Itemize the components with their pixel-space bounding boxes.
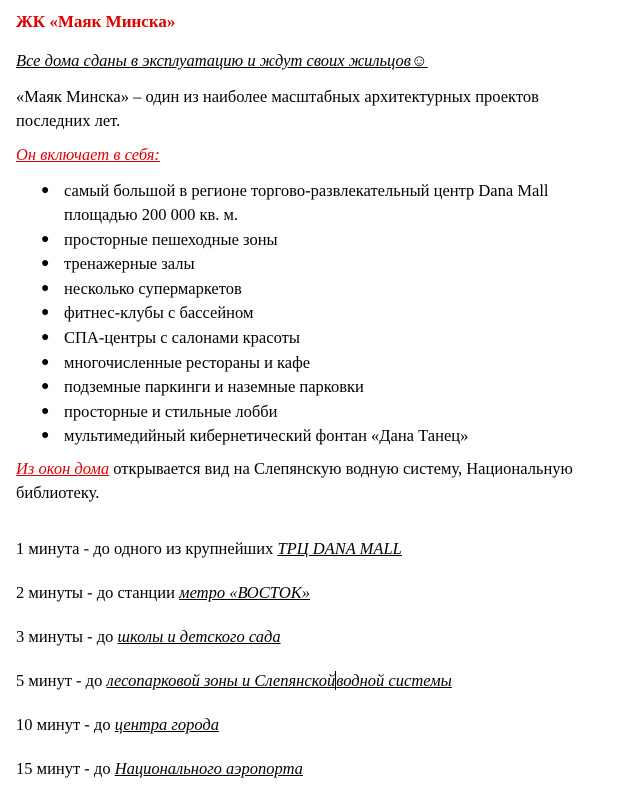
- list-item: ● несколько супермаркетов: [16, 277, 610, 301]
- place-link[interactable]: метро «ВОСТОК»: [179, 583, 310, 603]
- list-item: ● самый большой в регионе торгово-развлекательный центр Dana Mall площадью 200 000 кв. м.: [41, 181, 549, 224]
- view-paragraph: [16, 457, 610, 505]
- list-item: ● мультимедийный кибернетический фонтан «Дана Танец»: [16, 424, 610, 448]
- view-link[interactable]: Из окон дома: [16, 459, 110, 479]
- place-link[interactable]: школы и детского сада: [117, 627, 281, 647]
- list-item: ● многочисленные рестораны и кафе: [16, 351, 610, 375]
- bullet-icon: ●: [41, 305, 50, 321]
- list-item: ● просторные и стильные лобби: [16, 400, 610, 424]
- bullet-icon: ●: [41, 183, 50, 198]
- bullet-icon: ●: [41, 231, 50, 247]
- bullet-icon: ●: [41, 329, 50, 345]
- bullet-icon: ●: [41, 403, 50, 419]
- list-item: ● тренажерные залы: [16, 252, 610, 276]
- bullet-icon: ●: [41, 428, 50, 444]
- bullet-icon: ●: [41, 256, 50, 272]
- view-text: открывается вид на Слепянскую водную систему, Национальную библиотеку.: [16, 459, 573, 503]
- place-link[interactable]: лесопарковой зоны и Слепянскойводной системы: [106, 671, 452, 691]
- place-link[interactable]: центра города: [114, 715, 219, 735]
- distance-row: 15 минут - до Национального аэропорта: [16, 759, 303, 779]
- bullet-icon: ●: [41, 379, 50, 395]
- distance-row: 1 минута - до одного из крупнейших ТРЦ DANA MALL: [16, 539, 402, 559]
- place-link[interactable]: Национального аэропорта: [114, 759, 303, 779]
- includes-heading: Он включает в себя:: [16, 145, 160, 164]
- list-item: ● просторные пешеходные зоны: [16, 228, 610, 252]
- distance-row: 3 минуты - до школы и детского сада: [16, 627, 281, 647]
- distance-row: 2 минуты - до станции метро «ВОСТОК»: [16, 583, 310, 603]
- list-item: ● подземные паркинги и наземные парковки: [16, 375, 610, 399]
- tagline: Все дома сданы в эксплуатацию и ждут своих жильцов☺: [16, 51, 428, 70]
- page-title: ЖК «Маяк Минска»: [16, 12, 176, 31]
- list-item: ● фитнес-клубы с бассейном: [16, 301, 610, 325]
- bullet-icon: ●: [41, 280, 50, 296]
- bullet-icon: ●: [41, 354, 50, 370]
- place-link[interactable]: ТРЦ DANA MALL: [277, 539, 402, 559]
- list-item: ● СПА-центры с салонами красоты: [16, 326, 610, 350]
- intro-paragraph: «Маяк Минска» – один из наиболее масштабных архитектурных проектов последних лет.: [16, 87, 539, 130]
- distance-row: 10 минут - до центра города: [16, 715, 219, 735]
- distance-row: 5 минут - до лесопарковой зоны и Слепянскойводной системы: [16, 671, 452, 691]
- features-list: [16, 179, 610, 448]
